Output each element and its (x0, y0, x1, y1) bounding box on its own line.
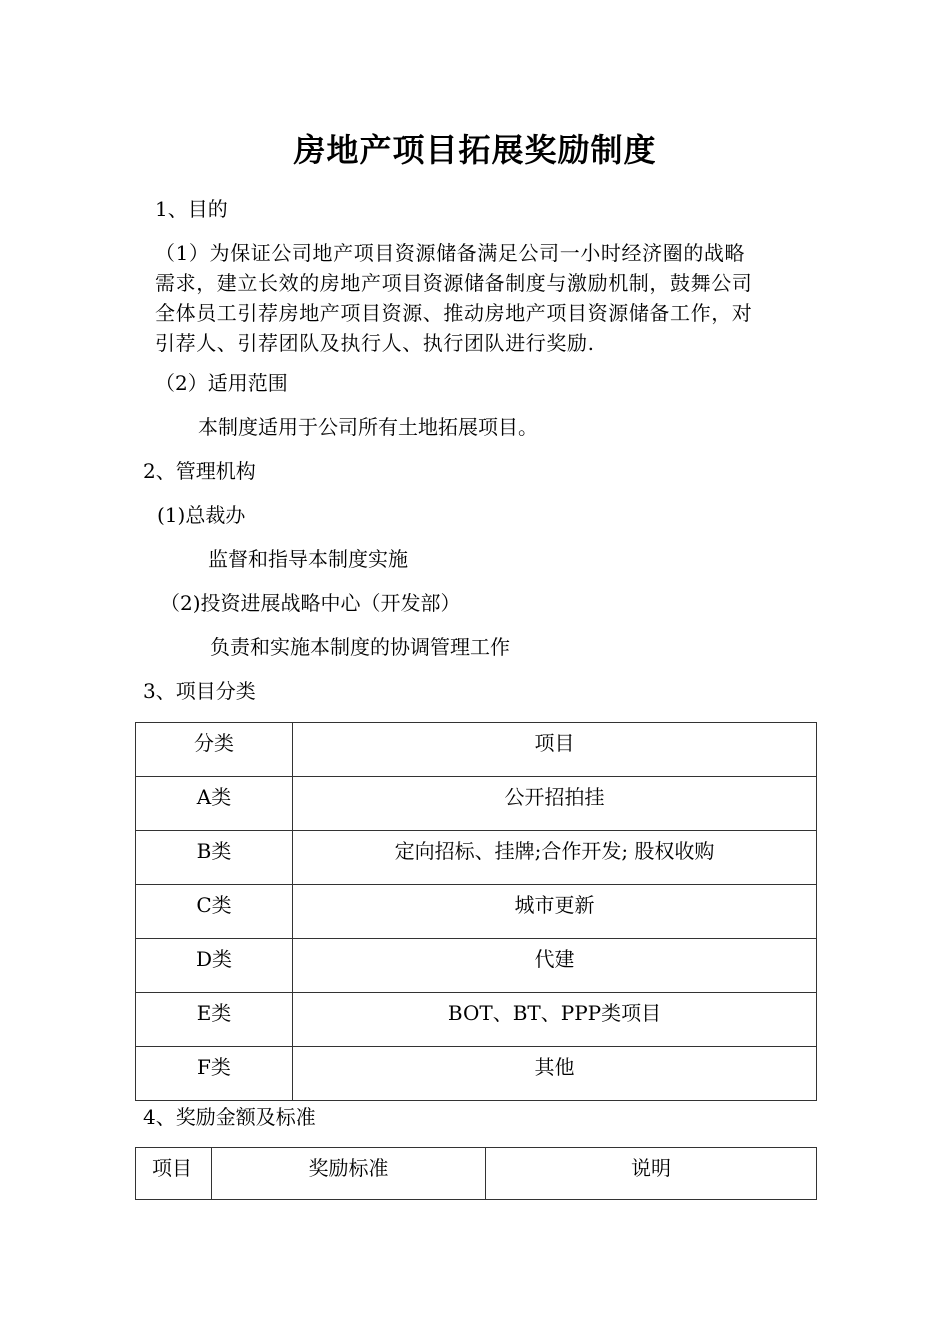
header-text: 分类 (194, 731, 234, 755)
category-label: E类 (196, 1001, 232, 1025)
paragraph-line: 全体员工引荐房地产项目资源、推动房地产项目资源储备工作，对 (155, 301, 753, 325)
category-items: BOT、BT、PPP类项目 (447, 1001, 662, 1025)
category-items: 公开招拍挂 (504, 785, 605, 809)
table-header-cell (486, 1148, 817, 1200)
category-label: F类 (197, 1055, 231, 1079)
reward-table (135, 1147, 817, 1200)
section-2-sub-2-body: 负责和实施本制度的协调管理工作 (210, 635, 510, 659)
table-cell (136, 885, 293, 939)
section-2-heading: 2、管理机构 (143, 459, 256, 483)
table-cell (293, 885, 817, 939)
category-items: 其他 (534, 1055, 575, 1079)
section-1-sub-2: （2）适用范围 (155, 371, 288, 395)
table-header-cell (136, 723, 293, 777)
table-cell (293, 777, 817, 831)
category-items: 定向招标、挂牌;合作开发; 股权收购 (394, 839, 715, 863)
section-1-paragraph (155, 238, 820, 358)
header-text: 项目 (534, 731, 575, 755)
table-cell (293, 993, 817, 1047)
section-1-sub-2-body: 本制度适用于公司所有土地拓展项目。 (198, 415, 538, 439)
table-row (136, 777, 817, 831)
table-cell (293, 939, 817, 993)
table-row (136, 885, 817, 939)
table-header-row (136, 1148, 817, 1200)
header-text: 项目 (152, 1156, 192, 1180)
header-text: 奖励标准 (308, 1156, 389, 1180)
table-header-row (136, 723, 817, 777)
table-cell (136, 1047, 293, 1101)
table-cell (293, 831, 817, 885)
table-cell (136, 939, 293, 993)
paragraph-line: 需求，建立长效的房地产项目资源储备制度与激励机制，鼓舞公司 (155, 271, 753, 295)
section-3-heading: 3、项目分类 (143, 679, 256, 703)
category-items: 城市更新 (514, 893, 595, 917)
table-cell (293, 1047, 817, 1101)
section-2-sub-2: （2)投资进展战略中心（开发部） (160, 591, 461, 615)
category-items: 代建 (534, 947, 575, 971)
table-cell (136, 831, 293, 885)
table-row (136, 993, 817, 1047)
table-cell (136, 993, 293, 1047)
category-label: A类 (196, 785, 232, 809)
paragraph-line: 引荐人、引荐团队及执行人、执行团队进行奖励. (155, 331, 595, 355)
header-text: 说明 (631, 1156, 671, 1180)
table-row (136, 831, 817, 885)
table-header-cell (293, 723, 817, 777)
section-2-sub-1: (1)总裁办 (157, 503, 246, 527)
category-label: C类 (196, 893, 232, 917)
section-4-heading: 4、奖励金额及标准 (143, 1105, 316, 1129)
document-title: 房地产项目拓展奖励制度 (293, 131, 657, 169)
category-table (135, 722, 817, 1101)
table-header-cell (212, 1148, 486, 1200)
section-1-heading: 1、目的 (155, 197, 228, 221)
category-label: B类 (196, 839, 232, 863)
section-2-sub-1-body: 监督和指导本制度实施 (208, 547, 408, 571)
table-row (136, 939, 817, 993)
table-header-cell (136, 1148, 212, 1200)
table-cell (136, 777, 293, 831)
category-label: D类 (195, 947, 233, 971)
paragraph-line: （1）为保证公司地产项目资源储备满足公司一小时经济圈的战略 (155, 241, 746, 265)
table-row (136, 1047, 817, 1101)
